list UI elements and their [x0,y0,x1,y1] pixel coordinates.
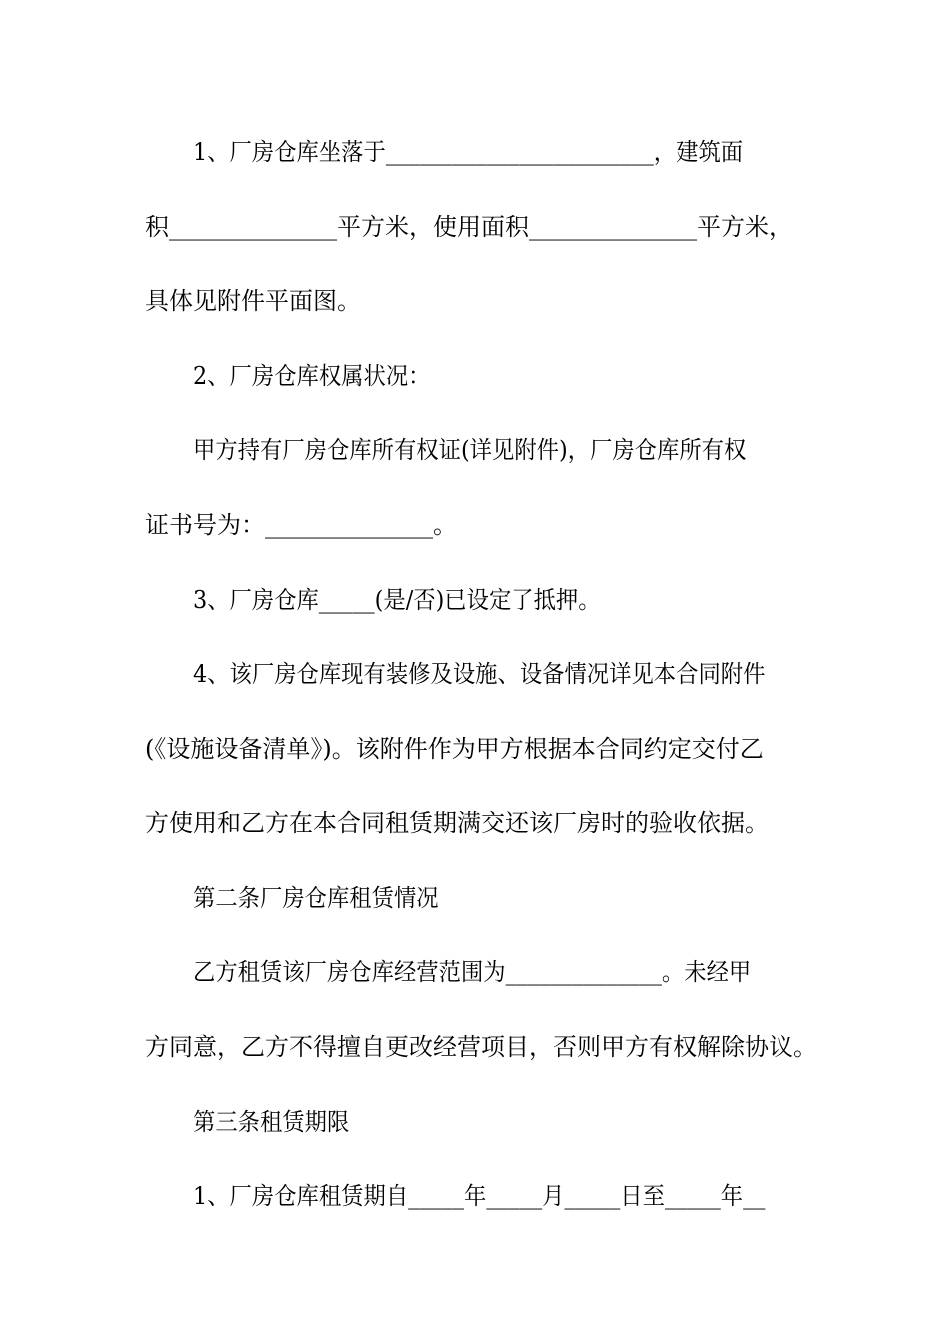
text-line-area: 积______________平方米，使用面积______________平方米， [145,213,793,241]
text-line-ownership-cert: 甲方持有厂房仓库所有权证(详见附件)，厂房仓库所有权 [193,436,747,464]
text-line-location: 1、厂房仓库坐落于________________________，建筑面 [193,138,744,166]
text-line-termination: 方同意，乙方不得擅自更改经营项目，否则甲方有权解除协议。 [145,1033,817,1061]
article-3-heading: 第三条租赁期限 [193,1108,350,1136]
text-line-floor-plan: 具体见附件平面图。 [145,287,361,315]
text-line-facilities-list: (《设施设备清单》)。该附件作为甲方根据本合同约定交付乙 [145,735,764,763]
text-line-acceptance: 方使用和乙方在本合同租赁期满交还该厂房时的验收依据。 [145,809,769,837]
text-line-business-scope: 乙方租赁该厂房仓库经营范围为______________。未经甲 [193,958,752,986]
text-line-facilities: 4、该厂房仓库现有装修及设施、设备情况详见本合同附件 [193,660,766,688]
text-line-cert-number: 证书号为：______________。 [145,511,457,539]
article-2-heading: 第二条厂房仓库租赁情况 [193,884,439,912]
text-line-mortgage: 3、厂房仓库_____(是/否)已设定了抵押。 [193,586,601,614]
text-line-lease-term: 1、厂房仓库租赁期自_____年_____月_____日至_____年__ [193,1182,766,1210]
text-line-ownership-heading: 2、厂房仓库权属状况： [193,362,431,390]
